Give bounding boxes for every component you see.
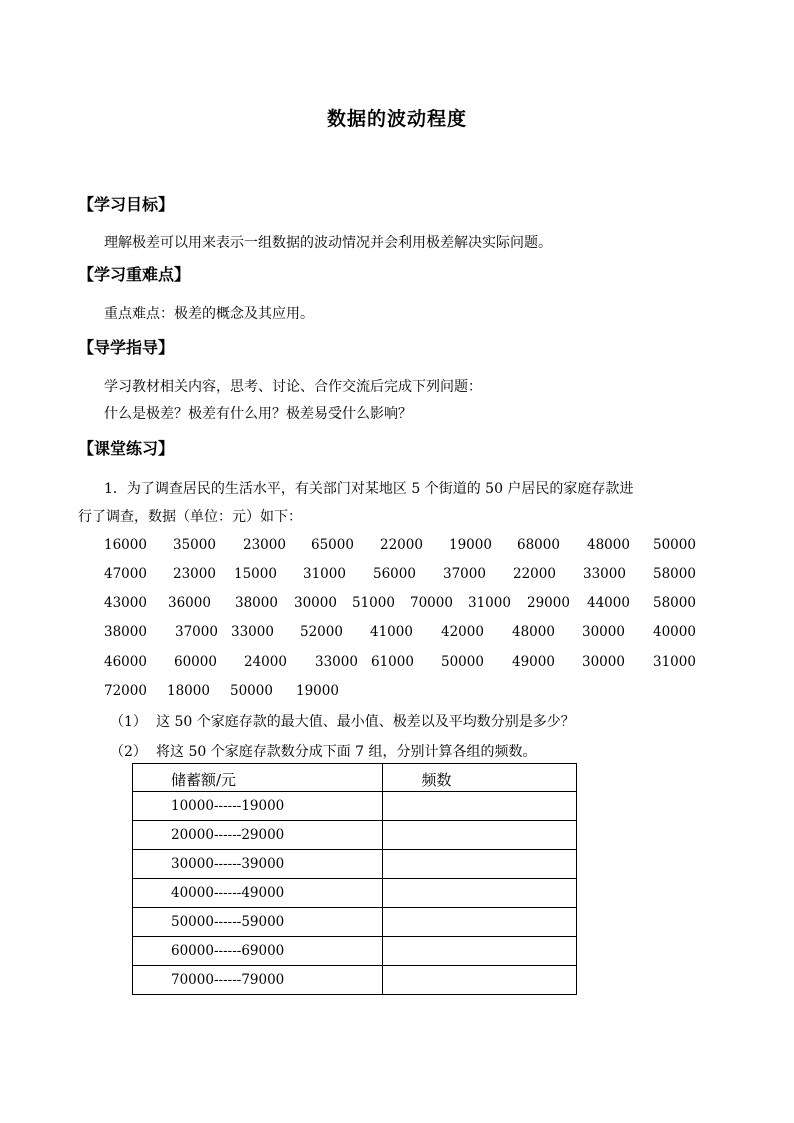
header-savings: 储蓄额/元 — [133, 764, 383, 792]
data-row — [104, 537, 696, 557]
data-value: 46000 — [104, 654, 147, 670]
data-value: 49000 — [512, 654, 555, 670]
data-value: 16000 — [104, 537, 147, 553]
data-value: 44000 — [587, 595, 630, 611]
page-title: 数据的波动程度 — [326, 108, 467, 130]
data-value: 23000 — [243, 537, 286, 553]
data-row — [104, 654, 696, 674]
data-value: 48000 — [512, 624, 555, 640]
range-cell: 60000------69000 — [133, 937, 383, 966]
guide-text-2: 什么是极差？极差有什么用？极差易受什么影响？ — [104, 406, 412, 422]
data-value: 24000 — [244, 654, 287, 670]
frequency-cell[interactable] — [383, 966, 577, 995]
problem-line-2: 行了调查，数据（单位：元）如下： — [78, 509, 302, 525]
frequency-cell[interactable] — [383, 821, 577, 850]
range-cell: 30000------39000 — [133, 850, 383, 879]
data-row — [104, 683, 696, 703]
guide-text-1: 学习教材相关内容，思考、讨论、合作交流后完成下列问题： — [104, 379, 482, 395]
guide-heading: 【导学指导】 — [78, 338, 175, 357]
data-value: 50000 — [653, 537, 696, 553]
frequency-cell[interactable] — [383, 850, 577, 879]
data-value: 31000 — [303, 566, 346, 582]
data-value: 40000 — [653, 624, 696, 640]
range-cell: 70000------79000 — [133, 966, 383, 995]
data-value: 31000 — [468, 595, 511, 611]
data-value: 61000 — [371, 654, 414, 670]
data-value: 58000 — [653, 595, 696, 611]
data-value: 23000 — [173, 566, 216, 582]
range-cell: 40000------49000 — [133, 879, 383, 908]
question-2-text: 将这 50 个家庭存款数分成下面 7 组，分别计算各组的频数。 — [156, 744, 537, 760]
practice-heading: 【课堂练习】 — [78, 439, 175, 458]
table-row — [133, 792, 577, 821]
table-row — [133, 821, 577, 850]
goal-text: 理解极差可以用来表示一组数据的波动情况并会利用极差解决实际问题。 — [104, 235, 552, 251]
data-value: 30000 — [294, 595, 337, 611]
table-header-row — [133, 764, 577, 792]
question-1-number: （1） — [110, 714, 147, 730]
data-value: 37000 — [443, 566, 486, 582]
header-frequency: 频数 — [383, 764, 577, 792]
data-value: 47000 — [104, 566, 147, 582]
data-value: 56000 — [373, 566, 416, 582]
data-value: 43000 — [104, 595, 147, 611]
data-value: 22000 — [513, 566, 556, 582]
range-cell: 50000------59000 — [133, 908, 383, 937]
data-value: 50000 — [230, 683, 273, 699]
frequency-cell[interactable] — [383, 908, 577, 937]
data-value: 68000 — [517, 537, 560, 553]
data-value: 42000 — [441, 624, 484, 640]
question-1-text: 这 50 个家庭存款的最大值、最小值、极差以及平均数分别是多少？ — [156, 714, 575, 730]
data-value: 52000 — [300, 624, 343, 640]
data-value: 18000 — [167, 683, 210, 699]
key-text: 重点难点：极差的概念及其应用。 — [104, 306, 314, 322]
data-value: 33000 — [315, 654, 358, 670]
question-2-number: （2） — [110, 744, 147, 760]
data-value: 37000 — [175, 624, 218, 640]
table-row — [133, 879, 577, 908]
frequency-table — [132, 763, 577, 995]
data-value: 41000 — [370, 624, 413, 640]
data-value: 58000 — [653, 566, 696, 582]
data-value: 15000 — [234, 566, 277, 582]
data-value: 30000 — [582, 624, 625, 640]
data-row — [104, 624, 696, 644]
goal-heading: 【学习目标】 — [78, 195, 175, 214]
data-value: 48000 — [587, 537, 630, 553]
data-value: 72000 — [104, 683, 147, 699]
frequency-cell[interactable] — [383, 792, 577, 821]
frequency-cell[interactable] — [383, 937, 577, 966]
data-value: 33000 — [583, 566, 626, 582]
data-value: 60000 — [174, 654, 217, 670]
table-row — [133, 850, 577, 879]
data-row — [104, 566, 696, 586]
data-value: 65000 — [311, 537, 354, 553]
frequency-cell[interactable] — [383, 879, 577, 908]
data-value: 22000 — [380, 537, 423, 553]
key-heading: 【学习重难点】 — [78, 265, 191, 284]
table-row — [133, 966, 577, 995]
data-value: 51000 — [352, 595, 395, 611]
problem-line-1: 1．为了调查居民的生活水平，有关部门对某地区 5 个街道的 50 户居民的家庭存款进 — [104, 481, 634, 497]
range-cell: 20000------29000 — [133, 821, 383, 850]
data-value: 38000 — [104, 624, 147, 640]
data-value: 38000 — [235, 595, 278, 611]
data-row — [104, 595, 696, 615]
data-value: 50000 — [441, 654, 484, 670]
data-value: 29000 — [527, 595, 570, 611]
table-row — [133, 937, 577, 966]
range-cell: 10000------19000 — [133, 792, 383, 821]
data-value: 19000 — [449, 537, 492, 553]
data-value: 36000 — [168, 595, 211, 611]
data-value: 70000 — [410, 595, 453, 611]
data-value: 35000 — [173, 537, 216, 553]
data-value: 19000 — [296, 683, 339, 699]
data-value: 30000 — [582, 654, 625, 670]
data-value: 31000 — [653, 654, 696, 670]
table-row — [133, 908, 577, 937]
data-value: 33000 — [231, 624, 274, 640]
